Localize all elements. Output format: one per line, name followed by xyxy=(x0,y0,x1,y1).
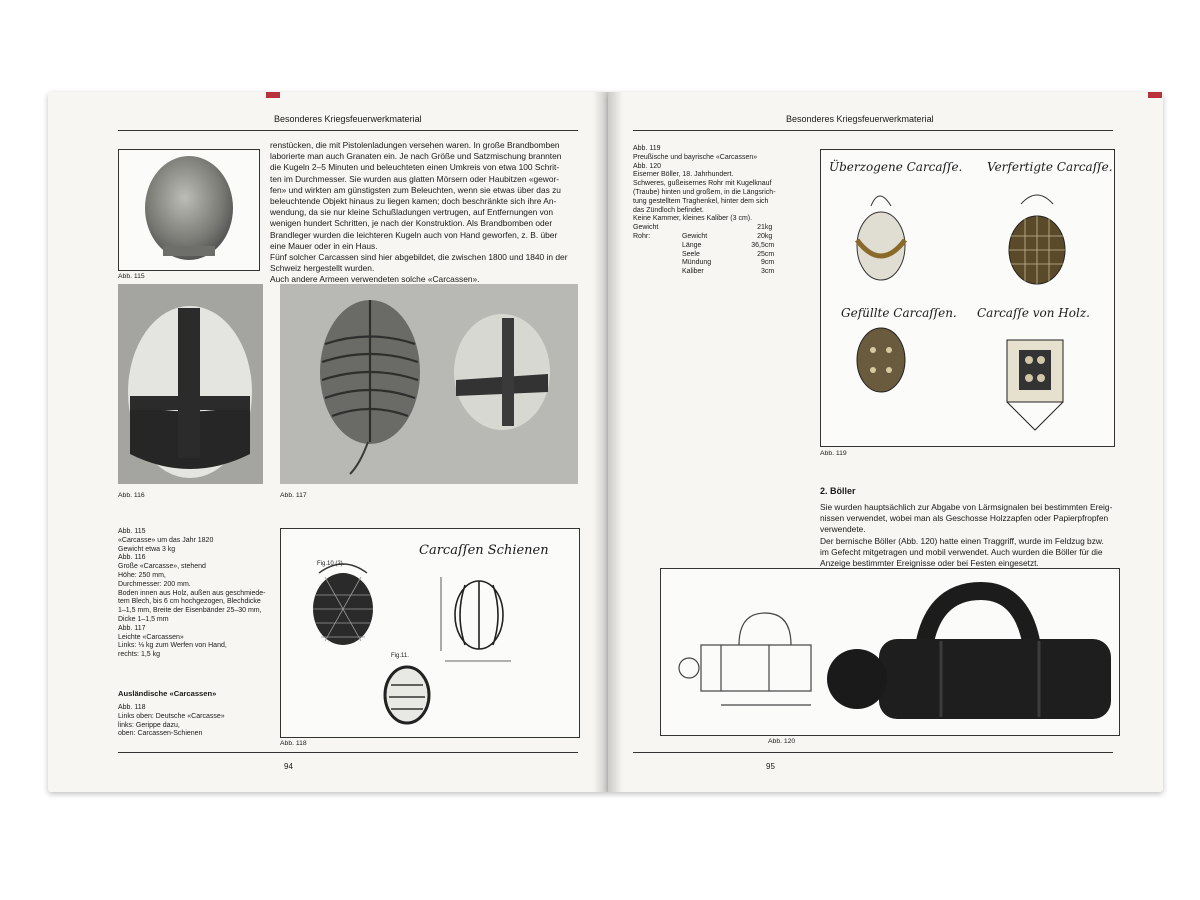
book-gutter-shadow xyxy=(593,92,623,792)
spec-row xyxy=(633,224,783,233)
header-rule xyxy=(118,130,578,131)
figure-legend-115-117 xyxy=(118,528,268,660)
legend-line: das Zündloch befindet. xyxy=(633,206,704,214)
spec-cell: Seele xyxy=(681,250,700,258)
label-wooden-carcass: Carcaſſe von Holz. xyxy=(977,306,1090,320)
legend-line: oben: Carcassen-Schienen xyxy=(118,730,203,738)
spec-cell xyxy=(633,268,682,277)
legend-line: tem Blech, bis 6 cm hochgezogen, Blechdicke xyxy=(118,598,261,606)
legend-line: Abb. 115 xyxy=(118,528,146,535)
red-bookmark-edge xyxy=(1148,92,1162,98)
red-bookmark-edge xyxy=(266,92,280,98)
carcass-photo-116 xyxy=(118,284,263,484)
spec-cell: Gewicht xyxy=(633,224,659,232)
finished-carcass xyxy=(1009,195,1065,284)
right-page xyxy=(608,92,1163,792)
page-number-left: 94 xyxy=(284,762,293,771)
spec-cell xyxy=(633,242,682,251)
open-book xyxy=(38,92,1168,804)
text-line: wenigen hundert Schritten, je nach der Konstruktion. Als Brandbomben oder xyxy=(270,218,553,229)
legend-line: Abb. 117 xyxy=(118,624,146,632)
text-line: Sie wurden hauptsächlich zur Abgabe von Lärmsignalen bei bestimmten Ereig- xyxy=(820,502,1113,512)
legend-line: (Traube) hinten und großem, in die Längsrich- xyxy=(633,188,776,196)
legend-line: Abb. 116 xyxy=(118,554,146,562)
legend-line: 1–1,5 mm, Breite der Eisenbänder 25–30 mm, xyxy=(118,607,262,615)
legend-line: tung gestelltem Traghenkel, hinter dem sich xyxy=(633,197,769,205)
spec-cell: 9 xyxy=(760,259,765,267)
legend-line: Abb. 120 xyxy=(633,162,662,170)
spec-cell: 25 xyxy=(757,250,765,258)
boeller-line-drawing xyxy=(679,613,811,705)
text-line: renstücken, die mit Pistolenladungen versehen waren. In große Brandbomben xyxy=(270,140,560,150)
legend-line: Schweres, gußeisernes Rohr mit Kugelknauf xyxy=(633,180,772,188)
figure-legend-119-120 xyxy=(633,145,783,277)
page-number-right: 95 xyxy=(766,762,775,771)
legend-line: Gewicht etwa 3 kg xyxy=(118,545,176,553)
section-text-boeller xyxy=(820,502,1120,569)
text-line: Der bernische Böller (Abb. 120) hatte einen Traggriff, wurde im Feldzug bzw. xyxy=(820,535,1104,546)
text-line: Fünf solcher Carcassen sind hier abgebildet, die zwischen 1800 und 1840 in der xyxy=(270,252,568,263)
spec-cell: cm xyxy=(764,250,775,258)
text-line: nissen verwendet, wobei man als Geschosse Holzzapfen oder Papierpfropfen xyxy=(820,513,1109,524)
text-line: Schweiz hergestellt wurden. xyxy=(270,263,375,274)
fig-10-label: Fig.10 (2). xyxy=(317,561,345,567)
caption-abb-117: Abb. 117 xyxy=(280,492,307,499)
spec-row xyxy=(633,233,783,242)
text-line: beleuchtende Objekt hinaus zu liegen kamen; doch beschränkte sich ihre An- xyxy=(270,196,557,207)
spec-cell xyxy=(633,259,682,268)
spec-cell: cm xyxy=(764,259,775,267)
legend-line: Links oben: Deutsche «Carcasse» xyxy=(118,712,225,720)
label-covered-carcass: Überzogene Carcaſſe. xyxy=(829,160,963,174)
figure-115 xyxy=(118,149,260,271)
figure-120 xyxy=(660,568,1120,736)
boeller-spec-table xyxy=(633,224,783,277)
carcass-photo-115 xyxy=(119,150,259,270)
legend-line: Abb. 119 xyxy=(633,145,661,152)
spec-cell: cm xyxy=(764,241,775,249)
spec-cell: kg xyxy=(764,224,773,232)
legend-line: Leichte «Carcassen» xyxy=(118,633,184,641)
text-line: Anzeige bestimmter Ereignisse oder bei Festen eingesetzt. xyxy=(820,558,1039,569)
text-line: laborierte man auch Granaten ein. Je nach Größe und Satzmischung brannten xyxy=(270,151,562,162)
spec-row xyxy=(633,259,783,268)
footer-rule xyxy=(118,752,578,753)
legend-line: Große «Carcasse», stehend xyxy=(118,563,206,571)
figure-117 xyxy=(280,284,578,484)
fig-118-script-title: Carcaſſen Schienen xyxy=(419,543,549,558)
spec-cell: 21 xyxy=(757,224,765,232)
spec-cell: Gewicht xyxy=(681,232,708,240)
text-line: im Gefecht mitgetragen und mobil verwendet. Auch wurden die Böller für die xyxy=(820,546,1103,557)
legend-line: Preußische und bayrische «Carcassen» xyxy=(633,153,758,161)
spec-cell xyxy=(682,224,739,233)
carcass-drawings-119 xyxy=(821,150,1114,446)
text-line: eine Mauer oder in ein Haus. xyxy=(270,240,378,251)
legend-line: Höhe: 250 mm, xyxy=(118,571,166,579)
legend-line: links: Gerippe dazu, xyxy=(118,721,180,729)
label-finished-carcass: Verfertigte Carcaſſe. xyxy=(987,160,1113,174)
legend-line: Durchmesser: 200 mm. xyxy=(118,580,191,588)
section-heading-boeller: 2. Böller xyxy=(820,486,856,496)
legend-line: Abb. 118 xyxy=(118,704,146,711)
spec-cell xyxy=(633,251,682,260)
body-text xyxy=(270,140,578,286)
wooden-carcass xyxy=(1007,340,1063,430)
text-line: wendung, da sie nur kleine Schußladungen vertrugen, auf Entfernungen von xyxy=(270,207,554,218)
legend-line: Eiserner Böller, 18. Jahrhundert. xyxy=(633,171,734,179)
header-rule xyxy=(633,130,1113,131)
figure-116 xyxy=(118,284,263,484)
filled-carcass xyxy=(857,328,905,392)
spec-cell: Rohr: xyxy=(633,232,651,240)
caption-abb-118: Abb. 118 xyxy=(280,740,307,747)
spec-row xyxy=(633,268,783,277)
spec-cell: Mündung xyxy=(681,259,712,267)
left-page xyxy=(48,92,608,792)
spec-cell: cm xyxy=(764,268,775,276)
boeller-photo xyxy=(827,591,1111,719)
figure-119 xyxy=(820,149,1115,447)
legend-line: Dicke 1–1,5 mm xyxy=(118,615,169,623)
legend-line: Keine Kammer, kleines Kaliber (3 cm). xyxy=(633,215,753,223)
caption-abb-120: Abb. 120 xyxy=(768,738,796,745)
boeller-drawing-and-photo xyxy=(661,569,1119,735)
spec-row xyxy=(633,242,783,251)
caption-abb-115: Abb. 115 xyxy=(118,273,145,280)
text-line: die Kugeln 2–5 Minuten und beleuchteten einen Umkreis von etwa 100 Schrit- xyxy=(270,162,560,173)
covered-carcass xyxy=(857,196,905,280)
spec-cell: 36,5 xyxy=(751,241,765,249)
text-line: verwendete. xyxy=(820,524,866,535)
caption-abb-116: Abb. 116 xyxy=(118,492,145,499)
footer-rule xyxy=(633,752,1113,753)
legend-line: Links: ⅛ kg zum Werfen von Hand, xyxy=(118,642,227,650)
fig-11-label: Fig.11. xyxy=(391,653,409,659)
legend-line: Boden innen aus Holz, außen aus geschmiede- xyxy=(118,589,266,597)
label-filled-carcass: Gefüllte Carcaſſen. xyxy=(841,306,957,320)
spec-cell: kg xyxy=(764,232,773,240)
figure-legend-118 xyxy=(118,704,268,739)
spec-cell: 20 xyxy=(757,232,765,240)
text-line: Auch andere Armeen verwendeten solche «Carcassen». xyxy=(270,274,480,285)
spec-cell: Länge xyxy=(681,241,702,249)
foreign-carcass-heading: Ausländische «Carcassen» xyxy=(118,689,217,698)
caption-abb-119: Abb. 119 xyxy=(820,450,847,457)
spec-cell: Kaliber xyxy=(681,268,704,276)
running-header: Besonderes Kriegsfeuerwerkmaterial xyxy=(786,114,934,124)
text-line: fen» und wirkten am günstigsten zum Beleuchten, wenn sie etwas über das zu xyxy=(270,184,561,195)
legend-line: «Carcasse» um das Jahr 1820 xyxy=(118,536,214,544)
spec-row xyxy=(633,251,783,260)
spec-cell: 3 xyxy=(760,268,765,276)
carcass-photo-117 xyxy=(280,284,578,484)
legend-line: rechts: 1,5 kg xyxy=(118,651,161,659)
running-header: Besonderes Kriegsfeuerwerkmaterial xyxy=(274,114,422,124)
figure-118 xyxy=(280,528,580,738)
text-line: Brandleger wurden die leichteren Kugeln auch von Hand geworfen, z. B. über xyxy=(270,229,558,240)
text-line: ten im Durchmesser. Sie wurden aus glatten Mörsern oder Haubitzen «gewor- xyxy=(270,173,560,184)
